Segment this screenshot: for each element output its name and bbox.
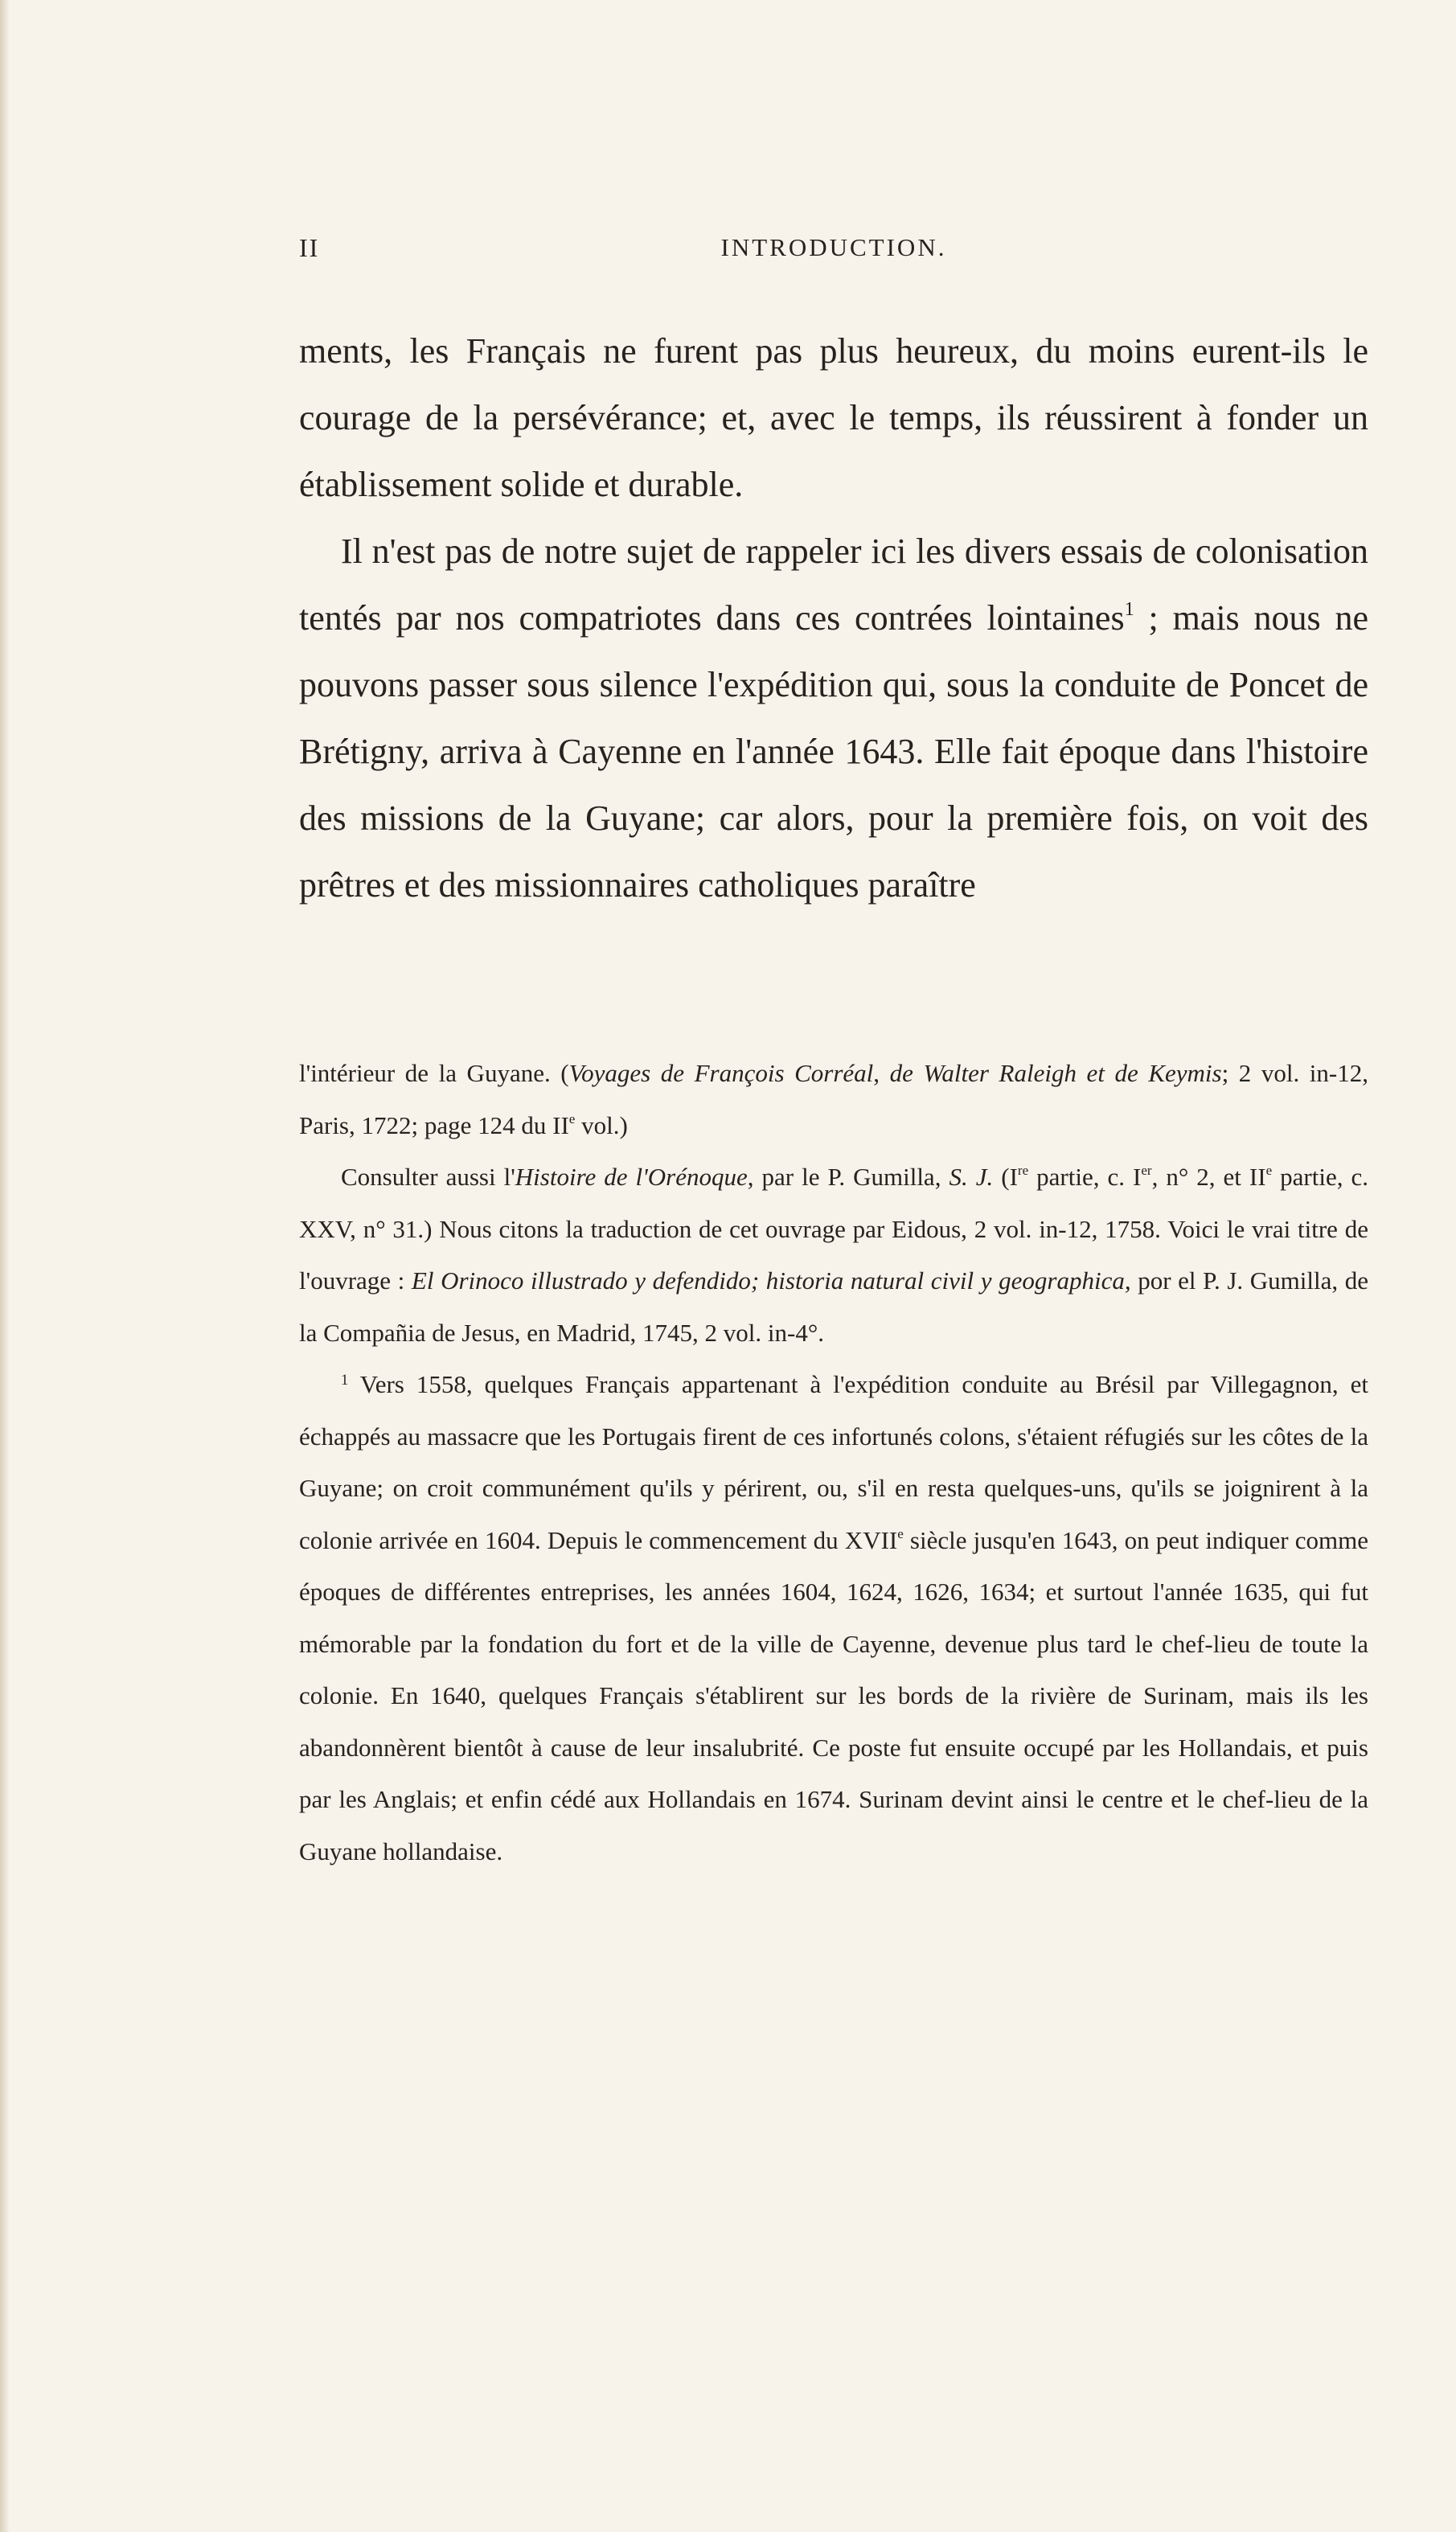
note-superscript: e: [1265, 1163, 1273, 1179]
footnote-continuation-1: [299, 1048, 1368, 1151]
note-italic-title: Histoire de l'Orénoque: [515, 1163, 748, 1191]
main-text: [299, 318, 1368, 918]
paragraph-1: ments, les Français ne furent pas plus heureux, du moins eurent-ils le courage de la persévérance; et, avec le temps, ils réussirent à fonder un établissement solide et durable.: [299, 331, 1368, 504]
footnote-mark: 1: [341, 1371, 349, 1389]
note-italic-title: El Orinoco illustrado y defendido; historia natural civil y geographica,: [411, 1266, 1131, 1295]
note-superscript: re: [1017, 1163, 1029, 1179]
note-text: ; 2 vol. in-12, Paris, 1722; page 124 du II: [299, 1059, 1368, 1139]
paragraph-2: [299, 518, 1368, 918]
page-edge-shadow: [0, 0, 10, 2532]
note-text: partie, c. I: [1028, 1163, 1142, 1191]
note-text: ,: [873, 1059, 890, 1087]
paragraph-2-part-a: Il n'est pas de notre sujet de rappeler ici les divers essais de colonisation tentés par nos compatriotes dans ces contrées lointaines: [299, 531, 1368, 638]
note-superscript: e: [568, 1110, 576, 1126]
page-number: II: [299, 233, 320, 262]
note-superscript: e: [897, 1525, 904, 1541]
footnote-1: [299, 1359, 1368, 1877]
note-text: partie, c. XXV, n° 31.) Nous citons la traduction de cet ouvrage par Eidous, 2 vol. in-12, 1758. Voici le vrai titre de l'ouvrage :: [299, 1163, 1369, 1295]
note-superscript: er: [1141, 1163, 1152, 1179]
footnotes: [299, 1048, 1368, 1877]
note-italic-title: de Walter Raleigh et de Keymis: [889, 1059, 1222, 1087]
note-italic-title: Voyages de François Corréal: [568, 1059, 874, 1087]
footnote-reference: 1: [1124, 597, 1134, 620]
footnote-continuation-2: [299, 1151, 1368, 1359]
note-italic-abbrev: S. J.: [949, 1163, 994, 1191]
note-text: Consulter aussi l': [341, 1163, 515, 1191]
note-text: , par le P. Gumilla,: [747, 1163, 949, 1191]
note-text: (I: [993, 1163, 1018, 1191]
note-text: vol.): [575, 1110, 628, 1139]
note-text: siècle jusqu'en 1643, on peut indiquer comme époques de différentes entreprises, les années 1604, 1624, 1626, 1634; et surtout l'année 1635, qui fut mémorable par la fondation du fort et de la ville de Cayenne, devenue plus tard le chef-lieu de toute la colonie. En 1640, quelques Français s'établirent sur les bords de la rivière de Surinam, mais ils les abandonnèrent bientôt à cause de leur insalubrité. Ce poste fut ensuite occupé par les Hollandais, et puis par les Anglais; et enfin cédé aux Hollandais en 1674. Surinam devint ainsi le centre et le chef-lieu de la Guyane hollandaise.: [299, 1525, 1369, 1865]
running-head: [299, 233, 1368, 273]
note-text: por el P. J. Gumilla, de la Compañia de Jesus, en Madrid, 1745, 2 vol. in-4°.: [299, 1266, 1368, 1347]
note-text: l'intérieur de la Guyane. (: [299, 1059, 569, 1087]
paragraph-2-part-b: ; mais nous ne pouvons passer sous silence l'expédition qui, sous la conduite de Poncet de Brétigny, arriva à Cayenne en l'année 1643. Elle fait époque dans l'histoire des missions de la Guyane; car alors, pour la première fois, on voit des prêtres et des missionnaires catholiques paraître: [299, 598, 1369, 905]
note-text: , n° 2, et II: [1151, 1163, 1266, 1191]
running-title: INTRODUCTION.: [720, 233, 947, 261]
note-text: Vers 1558, quelques Français appartenant à l'expédition conduite au Brésil par Villegagnon, et échappés au massacre que les Portugais firent de ces infortunés colons, s'étaient réfugiés sur les côtes de la Guyane; on croit communément qu'ils y périrent, ou, s'il en resta quelques-uns, qu'ils se joignirent à la colonie arrivée en 1604. Depuis le commencement du XVII: [299, 1370, 1368, 1554]
